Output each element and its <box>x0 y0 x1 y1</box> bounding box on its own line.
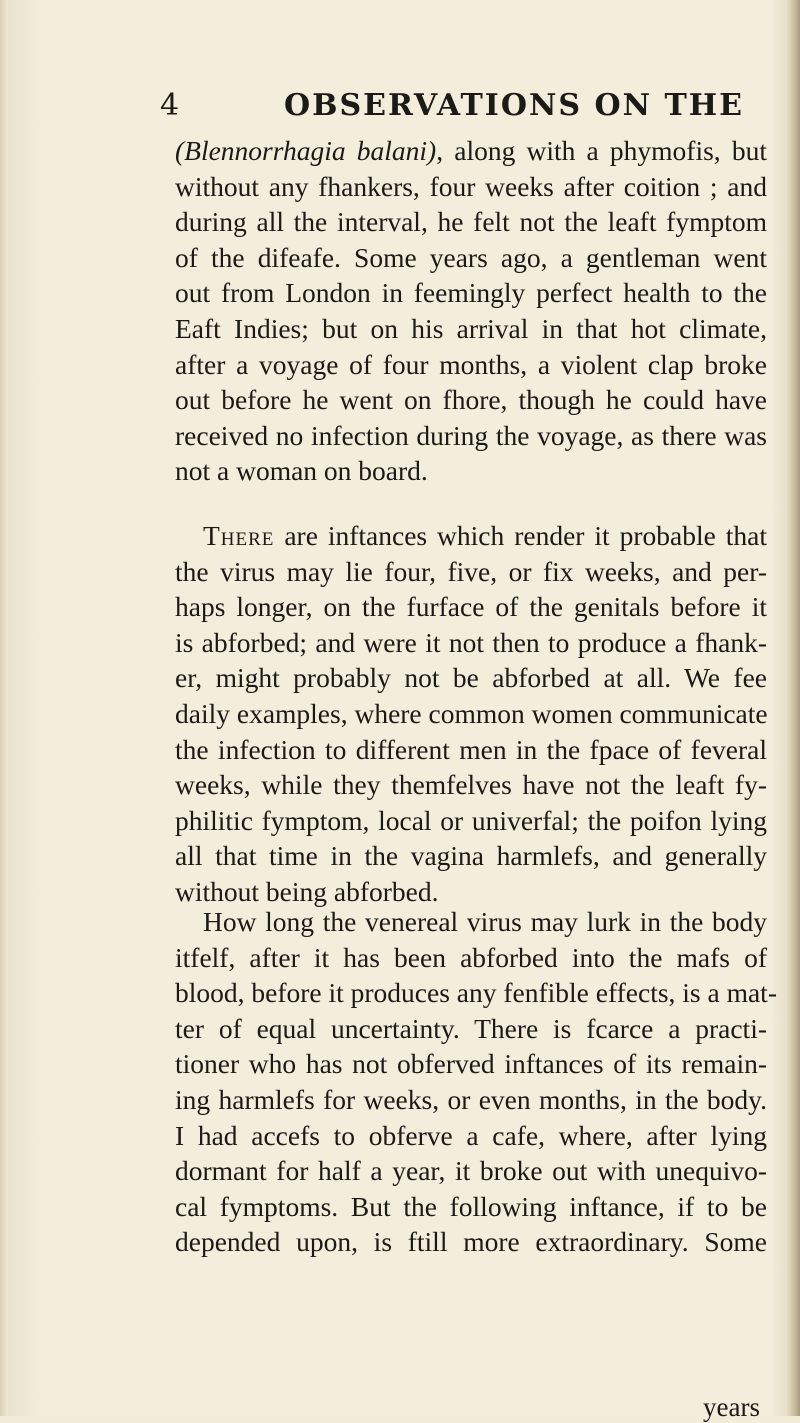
text-line: daily examples, where common women communicate <box>175 697 768 729</box>
text-line: the infection to different men in the fpace of feveral <box>175 733 767 765</box>
text-run: are inftances which render it probable that <box>274 520 767 551</box>
text-line: ter of equal uncertainty. There is fcarce a practi- <box>175 1012 767 1044</box>
text-line: is abforbed; and were it not then to produce a fhank- <box>175 626 767 658</box>
text-line: during all the interval, he felt not the leaft fymptom <box>175 206 767 238</box>
lead-word: There <box>203 520 275 551</box>
text-line: blood, before it produces any fenfible effects, is a mat- <box>175 977 777 1009</box>
text-line: received no infection during the voyage, as there was <box>175 419 767 451</box>
text-line: weeks, while they themfelves have not the leaft fy- <box>175 769 767 801</box>
running-header <box>160 86 745 126</box>
text-line: er, might probably not be abforbed at all. We fee <box>175 662 767 694</box>
text-line: ing harmlefs for weeks, or even months, in the body. <box>175 1083 767 1115</box>
paragraph-3 <box>175 904 777 1260</box>
text-line: haps longer, on the furface of the genitals before it <box>175 591 767 623</box>
text-line: tioner who has not obferved inftances of its remain- <box>175 1048 767 1080</box>
text-line: the virus may lie four, five, or fix weeks, and per- <box>175 555 767 587</box>
text-line: I had accefs to obferve a cafe, where, after lying <box>175 1119 767 1151</box>
text-line: out before he went on fhore, though he could have <box>175 384 767 416</box>
text-line: after a voyage of four months, a violent clap broke <box>175 348 767 380</box>
text-run: , along with a phymofis, but <box>436 135 767 166</box>
text-line: depended upon, is ftill more extraordinary. Some <box>175 1226 767 1258</box>
text-line: without any fhankers, four weeks after coition ; and <box>175 170 767 202</box>
text-line: out from London in feemingly perfect health to the <box>175 277 767 309</box>
text-line: of the difeafe. Some years ago, a gentleman went <box>175 241 767 273</box>
text-line: all that time in the vagina harmlefs, and generally <box>175 840 767 872</box>
text-line: cal fymptoms. But the following inftance, if to be <box>175 1190 767 1222</box>
text-line: How long the venereal virus may lurk in the body <box>203 906 767 937</box>
text-line <box>175 133 767 169</box>
italic-term: (Blennorrhagia balani) <box>175 135 437 166</box>
text-line: philitic fymptom, local or univerfal; the poifon lying <box>175 804 767 836</box>
text-line: without being abforbed. <box>175 875 439 907</box>
paragraph-2 <box>175 518 767 910</box>
catchword: years <box>703 1392 760 1422</box>
text-line: Eaft Indies; but on his arrival in that hot climate, <box>175 312 767 344</box>
page-left-edge <box>0 0 8 1416</box>
text-line: dormant for half a year, it broke out with unequivo- <box>175 1155 767 1187</box>
paragraph-1 <box>175 133 767 489</box>
page-number: 4 <box>160 88 182 123</box>
text-line: not a woman on board. <box>175 455 428 487</box>
text-line: itfelf, after it has been abforbed into the mafs of <box>175 941 767 973</box>
text-line <box>175 518 767 554</box>
page-right-edge <box>786 0 800 1416</box>
running-title: OBSERVATIONS ON THE <box>284 88 745 123</box>
